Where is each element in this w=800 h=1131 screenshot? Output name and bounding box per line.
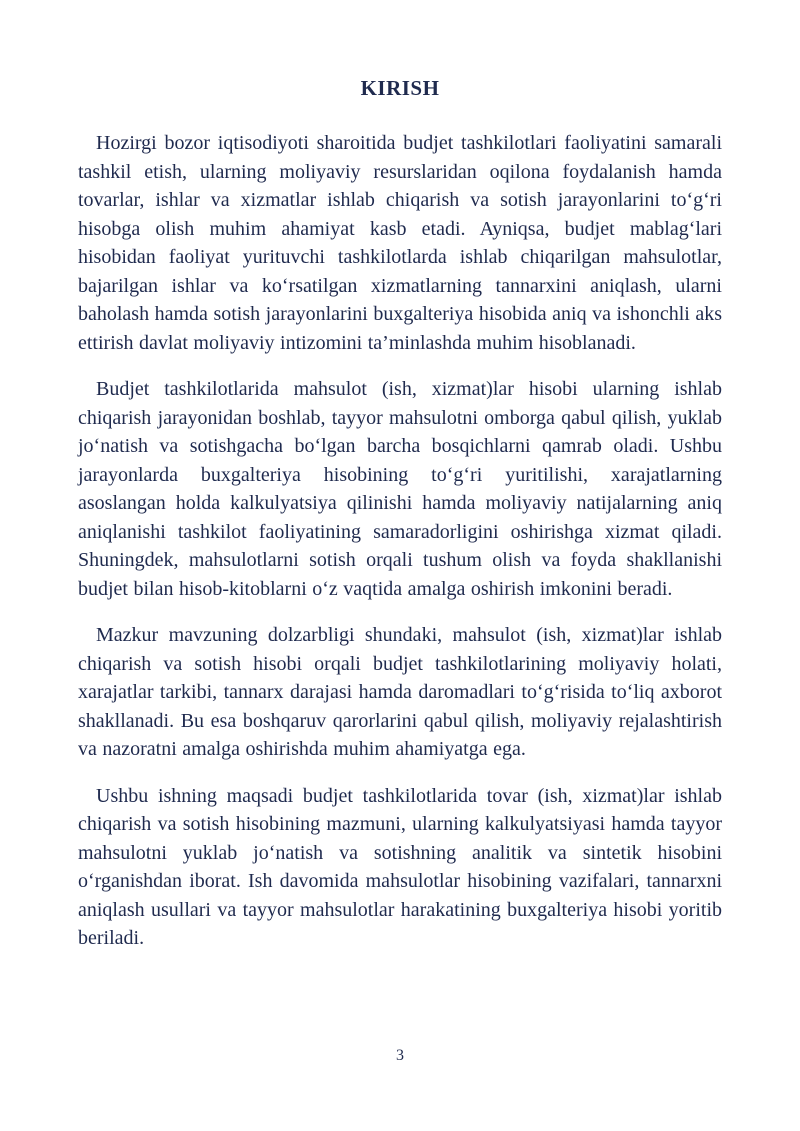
paragraph-1: Hozirgi bozor iqtisodiyoti sharoitida budjet tashkilotlari faoliyatini samarali tashkil etish, ularning moliyaviy resurslaridan oqilona foydalanish hamda tovarlar, ishlar va xizmatlar ishlab chiqarish va sotish jarayonlarini to‘g‘ri hisobga olish muhim ahamiyat kasb etadi. Ayniqsa, budjet mablag‘lari hisobidan faoliyat yurituvchi tashkilotlarda ishlab chiqarilgan mahsulotlar, bajarilgan ishlar va ko‘rsatilgan xizmatlarning tannarxini aniqlash, ularni baholash hamda sotish jarayonlarini buxgalteriya hisobida aniq va ishonchli aks ettirish davlat moliyaviy intizomini ta’minlashda muhim hisoblanadi. xyxy=(78,132,722,354)
paragraph-3: Mazkur mavzuning dolzarbligi shundaki, mahsulot (ish, xizmat)lar ishlab chiqarish va sotish hisobi orqali budjet tashkilotlarining moliyaviy holati, xarajatlar tarkibi, tannarx darajasi hamda daromadlari to‘g‘risida to‘liq axborot shakllanadi. Bu esa boshqaruv qarorlarini qabul qilish, moliyaviy rejalashtirish va nazoratni amalga oshirishda muhim ahamiyatga ega. xyxy=(78,624,722,760)
page-title: KIRISH xyxy=(360,76,440,100)
paragraph-2: Budjet tashkilotlarida mahsulot (ish, xizmat)lar hisobi ularning ishlab chiqarish jarayonidan boshlab, tayyor mahsulotni omborga qabul qilish, yuklab jo‘natish va sotishgacha bo‘lgan barcha bosqichlarni qamrab oladi. Ushbu jarayonlarda buxgalteriya hisobining to‘g‘ri yuritilishi, xarajatlarning asoslangan holda kalkulyatsiya qilinishi hamda moliyaviy natijalarning aniq aniqlanishi tashkilot faoliyatining samaradorligini oshirishga xizmat qiladi. Shuningdek, mahsulotlarni sotish orqali tushum olish va foyda shakllanishi budjet bilan hisob-kitoblarni o‘z vaqtida amalga oshirish imkonini beradi. xyxy=(78,378,722,600)
paragraph-4: Ushbu ishning maqsadi budjet tashkilotlarida tovar (ish, xizmat)lar ishlab chiqarish va sotish hisobining mazmuni, ularning kalkulyatsiyasi hamda tayyor mahsulotni yuklab jo‘natish va sotishning analitik va sintetik hisobini o‘rganishdan iborat. Ish davomida mahsulotlar hisobining vazifalari, tannarxni aniqlash usullari va tayyor mahsulotlar harakatining buxgalteriya hisobi yoritib beriladi. xyxy=(78,784,722,949)
page-number: 3 xyxy=(396,1047,404,1064)
